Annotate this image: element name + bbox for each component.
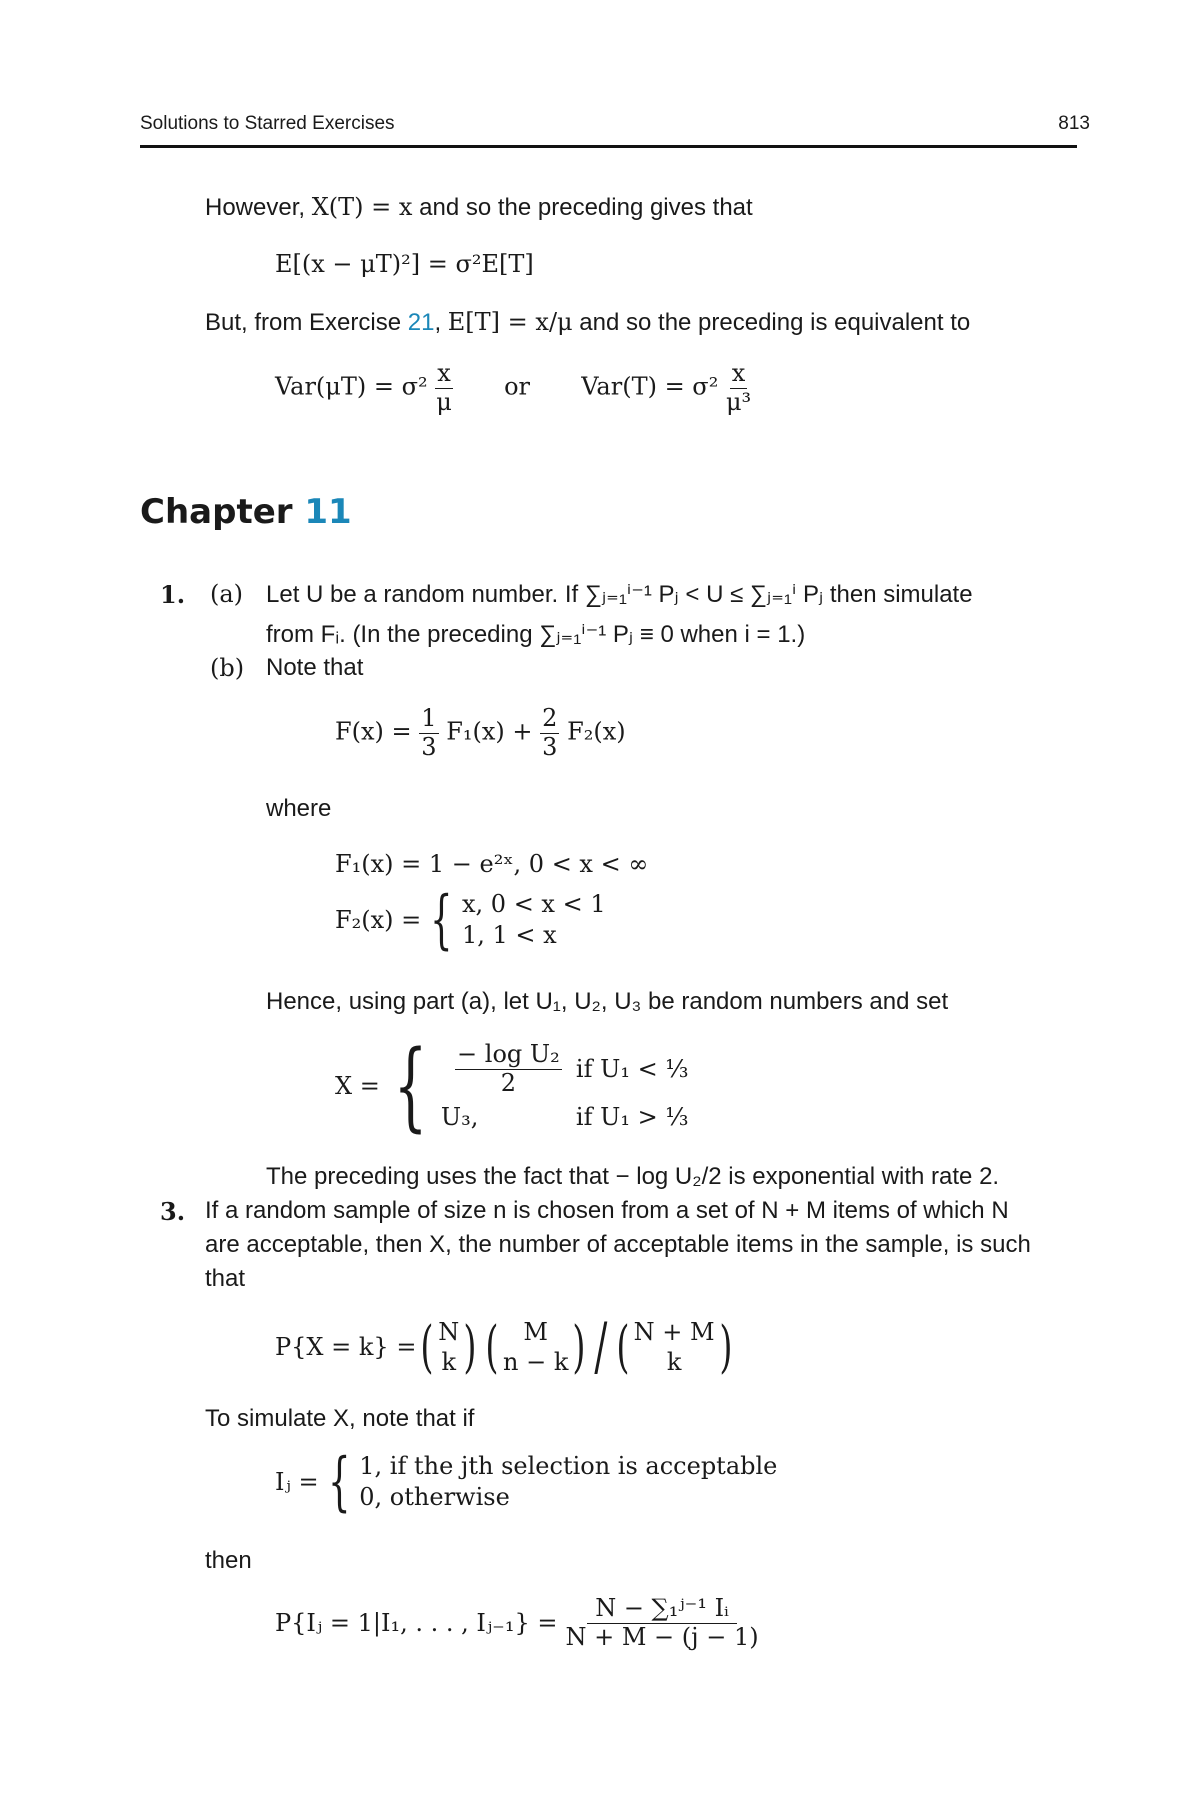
problem-3-line-3: that bbox=[205, 1265, 246, 1292]
equation-mixture: F(x) = $\frac{1}{3}$ F₁(x) + $\frac{2}{3}$ F₂(x) bbox=[335, 704, 626, 761]
inline-math: X(T) = x bbox=[311, 193, 413, 221]
simulate-text: To simulate X, note that if bbox=[205, 1405, 475, 1432]
part-label: (b) bbox=[210, 654, 245, 682]
fraction: $\frac{x}{\text{μ³}}$ bbox=[725, 359, 752, 416]
binomial: N + M k bbox=[633, 1318, 715, 1376]
problem-number: 1. bbox=[160, 580, 186, 609]
fraction: $\frac{1}{3}$ bbox=[421, 704, 437, 761]
closing-text: The preceding uses the fact that − log U₂/2 is exponential with rate 2. bbox=[266, 1163, 1000, 1190]
where-label: where bbox=[266, 795, 332, 822]
hence-text: Hence, using part (a), let U₁, U₂, U₃ be random numbers and set bbox=[266, 988, 949, 1015]
binomial: N k bbox=[438, 1318, 460, 1376]
problem-3-line-2: are acceptable, then X, the number of acceptable items in the sample, is such bbox=[205, 1231, 1031, 1258]
equation-x: X = { $\frac{\text{− log U₂}}{2}$ if U₁ < ⅓ U₃, if U₁ > ⅓ bbox=[335, 1030, 689, 1142]
fraction: $\frac{\text{− log U₂}}{2}$ bbox=[457, 1039, 560, 1097]
fraction: $\frac{x}{\mu}$ bbox=[436, 359, 452, 416]
left-brace: { bbox=[327, 1445, 351, 1519]
equation-variance: Var(μT) = σ² $\frac{x}{\mu}$ or Var(T) = σ² $\frac{x}{\text{μ³}}$ bbox=[275, 359, 752, 416]
left-brace: { bbox=[430, 883, 453, 957]
cases: $\frac{\text{− log U₂}}{2}$ if U₁ < ⅓ U₃, if U₁ > ⅓ bbox=[440, 1039, 689, 1132]
part-label: (a) bbox=[210, 580, 244, 608]
equation-conditional: P{Iⱼ = 1|I₁, . . . , Iⱼ₋₁} = $\frac{\text{N − ∑₁ʲ⁻¹ Iᵢ}}{N + M - (j - 1)}$ bbox=[275, 1594, 759, 1651]
left-brace: { bbox=[393, 1030, 428, 1142]
header-rule bbox=[140, 145, 1077, 148]
equation-f1: F₁(x) = 1 − e²ˣ, 0 < x < ∞ bbox=[335, 850, 649, 878]
page-number: 813 bbox=[1058, 113, 1090, 134]
cases: x, 0 < x < 1 1, 1 < x bbox=[462, 889, 606, 949]
equation-expectation: E[(x − μT)²] = σ²E[T] bbox=[275, 250, 534, 278]
then-label: then bbox=[205, 1547, 252, 1574]
problem-number: 3. bbox=[160, 1197, 186, 1226]
part-b-text: Note that bbox=[266, 654, 364, 681]
running-title: Solutions to Starred Exercises bbox=[140, 113, 395, 134]
binomial: M n − k bbox=[503, 1318, 569, 1376]
intro-line-1: However, X(T) = x and so the preceding gives that bbox=[205, 193, 753, 221]
equation-hypergeometric: P{X = k} = ( N k ) ( M n − k ) / ( N + M k ) bbox=[275, 1310, 733, 1384]
problem-3-line-1: If a random sample of size n is chosen from a set of N + M items of which N bbox=[205, 1197, 1009, 1224]
chapter-heading: Chapter 11 bbox=[140, 492, 352, 532]
fraction: $\frac{2}{3}$ bbox=[542, 704, 558, 761]
fraction: $\frac{\text{N − ∑₁ʲ⁻¹ Iᵢ}}{N + M - (j - 1)}$ bbox=[565, 1594, 759, 1651]
part-a-line-1: Let U be a random number. If ∑ⱼ₌₁ⁱ⁻¹ Pⱼ < U ≤ ∑ⱼ₌₁ⁱ Pⱼ then simulate bbox=[266, 581, 973, 608]
intro-line-2: But, from Exercise 21, E[T] = x/μ and so the preceding is equivalent to bbox=[205, 308, 971, 336]
exercise-link[interactable]: 21 bbox=[407, 309, 435, 336]
equation-indicator: Iⱼ = { 1, if the jth selection is acceptable 0, otherwise bbox=[275, 1445, 778, 1519]
cases: 1, if the jth selection is acceptable 0, otherwise bbox=[359, 1451, 778, 1511]
equation-f2: F₂(x) = { x, 0 < x < 1 1, 1 < x bbox=[335, 883, 606, 957]
part-a-line-2: from Fᵢ. (In the preceding ∑ⱼ₌₁ⁱ⁻¹ Pⱼ ≡ 0 when i = 1.) bbox=[266, 621, 806, 648]
